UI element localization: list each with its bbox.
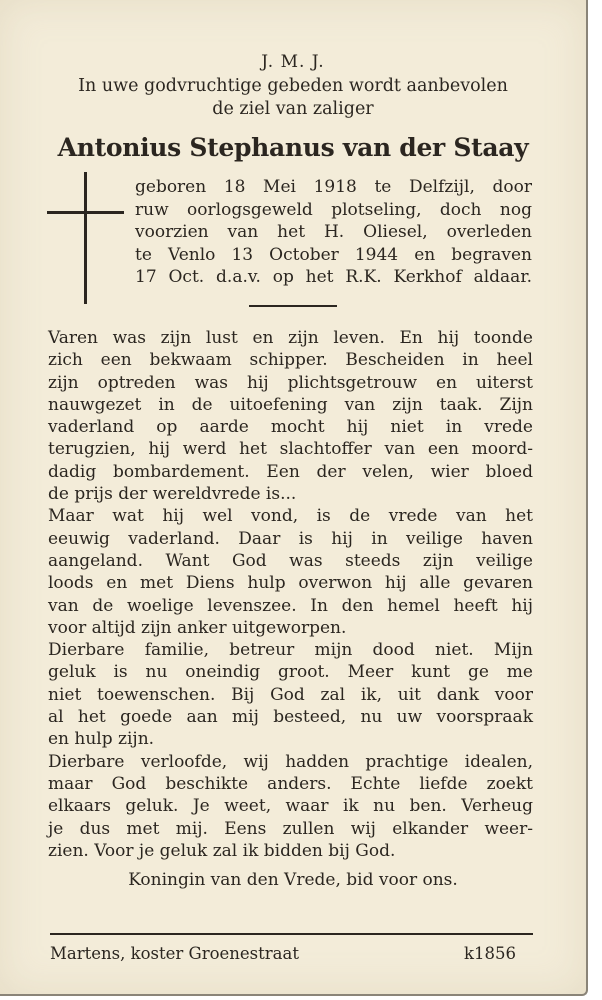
intro-line-1: In uwe godvruchtige gebeden wordt aanbevolen bbox=[78, 76, 508, 96]
footer-rule bbox=[50, 933, 533, 935]
body-line: zijn optreden was hij plichtsgetrouw en uiterst bbox=[48, 372, 533, 393]
printer-credit: Martens, koster Groenestraat bbox=[50, 944, 299, 963]
body-line: en hulp zijn. bbox=[48, 729, 155, 750]
body-line: elkaars geluk. Je weet, waar ik nu ben. Verheug bbox=[48, 796, 533, 817]
memorial-text bbox=[48, 327, 533, 862]
deceased-name: Antonius Stephanus van der Staay bbox=[57, 133, 529, 162]
body-line: zich een bekwaam schipper. Bescheiden in heel bbox=[48, 350, 533, 371]
body-line: niet toewenschen. Bij God zal ik, uit dank voor bbox=[48, 684, 533, 705]
separator bbox=[249, 305, 337, 307]
body-line: vaderland op aarde mocht hij niet in vrede bbox=[48, 417, 533, 438]
body-line: aangeland. Want God was steeds zijn veilige bbox=[48, 550, 533, 571]
body-line: loods en met Diens hulp overwon hij alle gevaren bbox=[48, 573, 533, 594]
bio-line: voorzien van het H. Oliesel, overleden bbox=[135, 222, 532, 242]
bio-line: te Venlo 13 October 1944 en begraven bbox=[135, 244, 532, 265]
body-line: nauwgezet in de uitoefening van zijn taak. Zijn bbox=[48, 394, 533, 415]
body-line: eeuwig vaderland. Daar is hij in veilige haven bbox=[48, 528, 533, 549]
biography bbox=[135, 176, 532, 289]
body-line: Maar wat hij wel vond, is de vrede van het bbox=[48, 506, 533, 527]
body-line: je dus met mij. Eens zullen wij elkander weer- bbox=[48, 818, 533, 839]
cross-vertical bbox=[84, 172, 87, 304]
cross-horizontal bbox=[47, 211, 124, 214]
body-line: Varen was zijn lust en zijn leven. En hij toonde bbox=[48, 328, 533, 348]
body-line: dadig bombardement. Een der velen, wier bloed bbox=[48, 461, 533, 482]
body-line: Dierbare verloofde, wij hadden prachtige idealen, bbox=[48, 751, 533, 772]
body-line: de prijs der wereldvrede is... bbox=[48, 484, 297, 505]
bio-line: 17 Oct. d.a.v. op het R.K. Kerkhof aldaar. bbox=[135, 267, 532, 287]
closing-prayer: Koningin van den Vrede, bid voor ons. bbox=[128, 870, 458, 890]
jmj-heading: J. M. J. bbox=[261, 52, 325, 72]
body-line: maar God beschikte anders. Echte liefde zoekt bbox=[48, 773, 533, 794]
body-line: geluk is nu oneindig groot. Meer kunt ge me bbox=[48, 662, 533, 683]
body-line: terugzien, hij werd het slachtoffer van een moord- bbox=[48, 439, 533, 460]
body-line: zien. Voor je geluk zal ik bidden bij God. bbox=[48, 840, 396, 861]
bio-line: geboren 18 Mei 1918 te Delfzijl, door bbox=[135, 177, 532, 197]
bio-line: ruw oorlogsgeweld plotseling, doch nog bbox=[135, 199, 532, 220]
body-line: van de woelige levenszee. In den hemel heeft hij bbox=[48, 595, 533, 616]
body-line: Dierbare familie, betreur mijn dood niet. Mijn bbox=[48, 640, 533, 661]
print-code: k1856 bbox=[464, 944, 516, 963]
body-line: al het goede aan mij besteed, nu uw voorspraak bbox=[48, 707, 533, 728]
intro-line-2: de ziel van zaliger bbox=[212, 99, 374, 119]
body-line: voor altijd zijn anker uitgeworpen. bbox=[48, 617, 347, 638]
